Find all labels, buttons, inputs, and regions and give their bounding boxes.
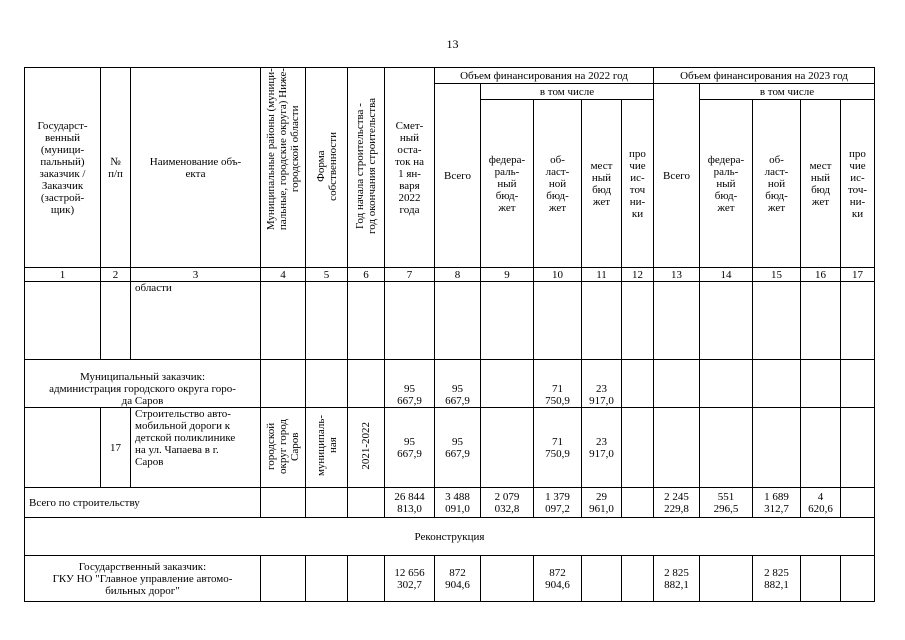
header-estimated-balance: Смет- ный оста- ток на 1 ян- варя 2022 года (385, 68, 435, 268)
value-cell: 12 656 302,7 (385, 556, 435, 602)
object-name-cell: Строительство авто- мобильной дороги к детской поликлинике на ул. Чапаева в г. Саров (131, 408, 261, 488)
value-cell: 26 844 813,0 (385, 488, 435, 518)
table-row-state-customer (25, 556, 875, 602)
header-regional-2022: об- ласт- ной бюд- жет (534, 100, 582, 268)
header-federal-2023: федера- раль- ный бюд- жет (700, 100, 753, 268)
column-number: 17 (841, 268, 875, 282)
column-number: 4 (261, 268, 306, 282)
value-cell: 1 689 312,7 (753, 488, 801, 518)
value-cell: 2 825 882,1 (654, 556, 700, 602)
column-number: 6 (348, 268, 385, 282)
header-other-2023: про чие ис- точ- ни- ки (841, 100, 875, 268)
column-number: 12 (622, 268, 654, 282)
table-row-road-project (25, 408, 875, 488)
ownership-cell: муниципаль- ная (306, 408, 348, 488)
object-name-cell: области (131, 282, 261, 360)
value-cell: 71 750,9 (534, 360, 582, 408)
column-number: 9 (481, 268, 534, 282)
column-number: 16 (801, 268, 841, 282)
value-cell: 872 904,6 (435, 556, 481, 602)
value-cell: 872 904,6 (534, 556, 582, 602)
header-local-2023: мест ный бюд жет (801, 100, 841, 268)
column-number: 13 (654, 268, 700, 282)
value-cell: 71 750,9 (534, 408, 582, 488)
header-financing-2023: Объем финансирования на 2023 год (654, 68, 875, 84)
column-number: 5 (306, 268, 348, 282)
value-cell: 4 620,6 (801, 488, 841, 518)
header-federal-2022: федера- раль- ный бюд- жет (481, 100, 534, 268)
value-cell: 95 667,9 (435, 360, 481, 408)
column-number: 15 (753, 268, 801, 282)
header-including-2023: в том числе (700, 84, 875, 100)
column-number: 3 (131, 268, 261, 282)
total-label-cell: Всего по строительству (25, 488, 261, 518)
column-number: 11 (582, 268, 622, 282)
column-number: 1 (25, 268, 101, 282)
header-ownership: Форма собственности (306, 68, 348, 268)
header-regional-2023: об- ласт- ной бюд- жет (753, 100, 801, 268)
value-cell: 2 079 032,8 (481, 488, 534, 518)
value-cell: 95 667,9 (385, 408, 435, 488)
header-total-2023: Всего (654, 84, 700, 268)
value-cell: 95 667,9 (385, 360, 435, 408)
header-years: Год начала строительства - год окончания строительства (348, 68, 385, 268)
value-cell: 23 917,0 (582, 360, 622, 408)
column-number: 7 (385, 268, 435, 282)
financing-table (24, 67, 875, 602)
table-row-region-tail (25, 282, 875, 360)
table-row-sarov-customer (25, 360, 875, 408)
column-number: 2 (101, 268, 131, 282)
page-number: 13 (446, 37, 459, 51)
value-cell: 95 667,9 (435, 408, 481, 488)
header-districts: Муниципальные районы (муници- пальные, городские округа) Ниже- городской области (261, 68, 306, 268)
header-including-2022: в том числе (481, 84, 654, 100)
table-row-construction-total (25, 488, 875, 518)
table-row-reconstruction (25, 518, 875, 556)
row-number-cell: 17 (101, 408, 131, 488)
header-total-2022: Всего (435, 84, 481, 268)
value-cell: 2 245 229,8 (654, 488, 700, 518)
value-cell: 23 917,0 (582, 408, 622, 488)
column-number: 10 (534, 268, 582, 282)
header-customer: Государст- венный (муници- пальный) заказчик / Заказчик (застрой- щик) (25, 68, 101, 268)
value-cell: 551 296,5 (700, 488, 753, 518)
value-cell: 3 488 091,0 (435, 488, 481, 518)
header-local-2022: мест ный бюд жет (582, 100, 622, 268)
header-object-name: Наименование объ- екта (131, 68, 261, 268)
value-cell: 29 961,0 (582, 488, 622, 518)
value-cell: 2 825 882,1 (753, 556, 801, 602)
header-financing-2022: Объем финансирования на 2022 год (435, 68, 654, 84)
district-cell: городской округ город Саров (261, 408, 306, 488)
value-cell: 1 379 097,2 (534, 488, 582, 518)
header-number: № п/п (101, 68, 131, 268)
section-heading: Реконструкция (25, 518, 875, 556)
header-other-2022: про чие ис- точ ни- ки (622, 100, 654, 268)
column-numbers-row (25, 268, 875, 282)
customer-cell: Муниципальный заказчик: администрация городского округа горо- да Саров (25, 360, 261, 408)
column-number: 8 (435, 268, 481, 282)
years-cell: 2021-2022 (348, 408, 385, 488)
customer-cell: Государственный заказчик: ГКУ НО "Главное управление автомо- бильных дорог" (25, 556, 261, 602)
column-number: 14 (700, 268, 753, 282)
